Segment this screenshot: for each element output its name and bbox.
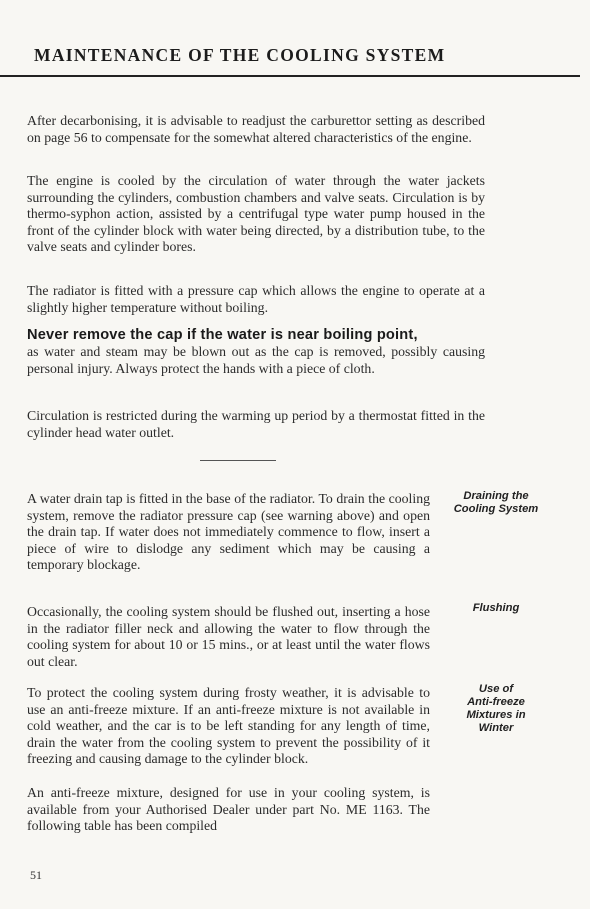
side-heading-line: Use of — [478, 683, 514, 695]
thermostat-paragraph: Circulation is restricted during the warming up period by a thermostat fitted in the cylinder head water outlet. — [27, 408, 485, 440]
side-heading-line: Draining the — [463, 490, 529, 502]
side-heading-line: Cooling System — [453, 503, 539, 515]
side-heading-line: Anti-freeze — [467, 696, 525, 708]
side-heading-flushing — [436, 602, 556, 615]
section-divider — [200, 460, 276, 461]
title-rule — [0, 75, 580, 77]
page-number: 51 — [30, 868, 42, 882]
warning-block — [27, 326, 485, 377]
draining-paragraph: A water drain tap is fitted in the base of the radiator. To drain the cooling system, remove the radiator pressure cap (see warning above) and open the drain tap. If water does not immediately commence to flow, insert a piece of wire to dislodge any sediment which may be causing a temporary blockage. — [27, 491, 430, 573]
antifreeze-paragraph: To protect the cooling system during frosty weather, it is advisable to use an anti-freeze mixture. If an anti-freeze mixture is not available in cold weather, and the car is to be left standing for any length of time, drain the water from the cooling system to prevent the possibility of it freezing and causing damage to the cylinder block. — [27, 685, 430, 767]
side-heading-draining — [436, 490, 556, 516]
intro-paragraph: After decarbonising, it is advisable to readjust the carburettor setting as described on page 56 to compensate for the somewhat altered characteristics of the engine. — [27, 113, 485, 145]
antifreeze-part-paragraph: An anti-freeze mixture, designed for use in your cooling system, is available from your Authorised Dealer under part No. ME 1163. The following table has been compiled — [27, 785, 430, 834]
side-heading-antifreeze — [436, 683, 556, 735]
flushing-paragraph: Occasionally, the cooling system should be flushed out, inserting a hose in the radiator filler neck and allowing the water to flow through the cooling system for about 10 or 15 mins., or at least until the water flows out clear. — [27, 604, 430, 669]
pressure-cap-paragraph: The radiator is fitted with a pressure cap which allows the engine to operate at a slightly higher temperature without boiling. — [27, 283, 485, 315]
cooling-description-paragraph: The engine is cooled by the circulation of water through the water jackets surrounding the cylinders, combustion chambers and valve seats. Circulation is by thermo-syphon action, assisted by a centrifugal type water pump housed in the front of the cylinder block with water being directed, by a distribution tube, to the valve seats and cylinder bores. — [27, 173, 485, 255]
warning-text: as water and steam may be blown out as the cap is removed, possibly causing personal injury. Always protect the hands with a piece of cloth. — [27, 344, 485, 376]
side-heading-line: Winter — [478, 722, 514, 734]
side-heading-line: Mixtures in — [466, 709, 526, 721]
side-heading-line: Flushing — [472, 602, 520, 614]
warning-heading: Never remove the cap if the water is near boiling point, — [27, 327, 418, 343]
page-title: MAINTENANCE OF THE COOLING SYSTEM — [34, 45, 446, 65]
